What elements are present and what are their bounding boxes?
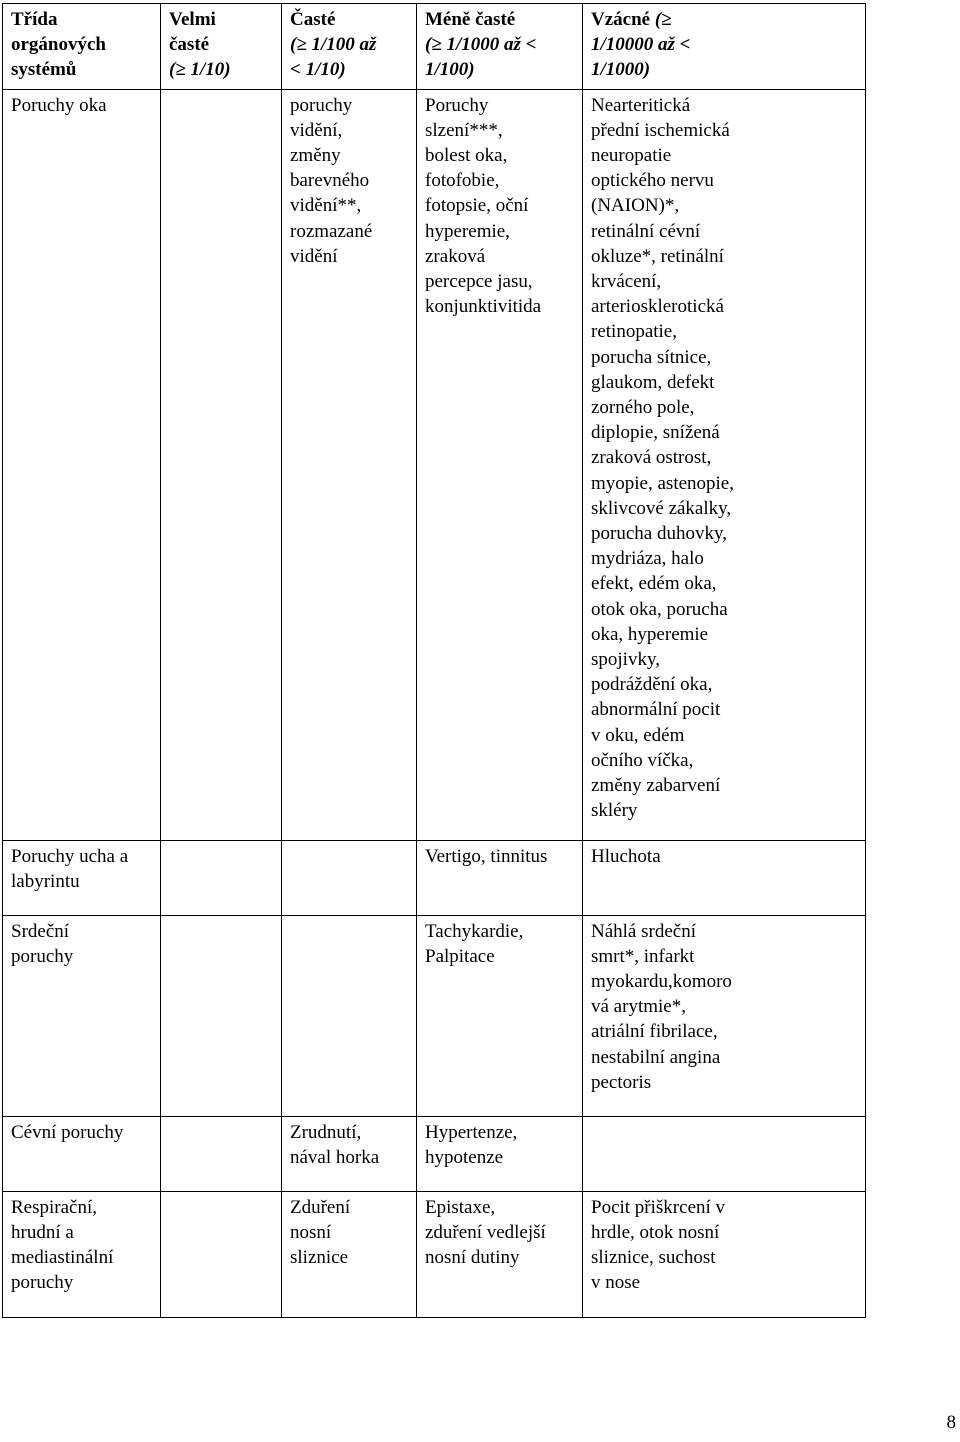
table-row <box>3 1191 866 1317</box>
uncommon-cell: Tachykardie, Palpitace <box>417 915 583 1116</box>
header-very-common-label: Velmi časté <box>169 9 216 56</box>
very-common-cell <box>161 89 282 840</box>
organ-class-cell: Poruchy ucha a labyrintu <box>3 840 161 915</box>
common-cell <box>282 915 417 1116</box>
header-uncommon-label: Méně časté <box>425 9 516 30</box>
organ-class-cell: Srdeční poruchy <box>3 915 161 1116</box>
adverse-reactions-table <box>2 3 866 1318</box>
rare-cell <box>583 1116 866 1191</box>
organ-class-cell: Respirační, hrudní a mediastinální poruchy <box>3 1191 161 1317</box>
rare-cell: Náhlá srdeční smrt*, infarkt myokardu,komoro vá arytmie*, atriální fibrilace, nestabilní angina pectoris <box>583 915 866 1116</box>
header-common-range: (≥ 1/100 až < 1/10) <box>290 34 377 81</box>
common-cell: poruchy vidění, změny barevného vidění**, rozmazané vidění <box>282 89 417 840</box>
common-cell: Zduření nosní sliznice <box>282 1191 417 1317</box>
header-uncommon-range: (≥ 1/1000 až < 1/100) <box>425 34 537 81</box>
very-common-cell <box>161 840 282 915</box>
header-uncommon <box>417 4 583 90</box>
uncommon-cell: Hypertenze, hypotenze <box>417 1116 583 1191</box>
rare-cell: Nearteritická přední ischemická neuropatie optického nervu (NAION)*, retinální cévní okluze*, retinální krvácení, arteriosklerotická retinopatie, porucha sítnice, glaukom, defekt zorného pole, diplopie, snížená zraková ostrost, myopie, astenopie, sklivcové zákalky, porucha duhovky, mydriáza, halo efekt, edém oka, otok oka, porucha oka, hyperemie spojivky, podráždění oka, abnormální pocit v oku, edém očního víčka, změny zabarvení skléry <box>583 89 866 840</box>
header-very-common-range: (≥ 1/10) <box>169 59 231 81</box>
header-organ-class <box>3 4 161 90</box>
header-very-common <box>161 4 282 90</box>
header-rare-range: (≥ 1/10000 až < 1/1000) <box>591 9 691 81</box>
very-common-cell <box>161 915 282 1116</box>
page-number: 8 <box>946 1412 956 1433</box>
uncommon-cell: Epistaxe, zduření vedlejší nosní dutiny <box>417 1191 583 1317</box>
common-cell <box>282 840 417 915</box>
header-row <box>3 4 866 90</box>
uncommon-cell: Vertigo, tinnitus <box>417 840 583 915</box>
rare-cell: Hluchota <box>583 840 866 915</box>
very-common-cell <box>161 1116 282 1191</box>
uncommon-cell: Poruchy slzení***, bolest oka, fotofobie, fotopsie, oční hyperemie, zraková percepce jasu, konjunktivitida <box>417 89 583 840</box>
rare-cell: Pocit přiškrcení v hrdle, otok nosní sliznice, suchost v nose <box>583 1191 866 1317</box>
header-rare <box>583 4 866 90</box>
table-row <box>3 89 866 840</box>
header-common <box>282 4 417 90</box>
organ-class-cell: Poruchy oka <box>3 89 161 840</box>
organ-class-cell: Cévní poruchy <box>3 1116 161 1191</box>
table-row <box>3 915 866 1116</box>
table-row <box>3 1116 866 1191</box>
header-organ-class-label: Třída orgánových systémů <box>11 9 106 81</box>
common-cell: Zrudnutí, nával horka <box>282 1116 417 1191</box>
header-common-label: Časté <box>290 9 336 30</box>
header-rare-label: Vzácné <box>591 9 651 30</box>
very-common-cell <box>161 1191 282 1317</box>
table-row <box>3 840 866 915</box>
